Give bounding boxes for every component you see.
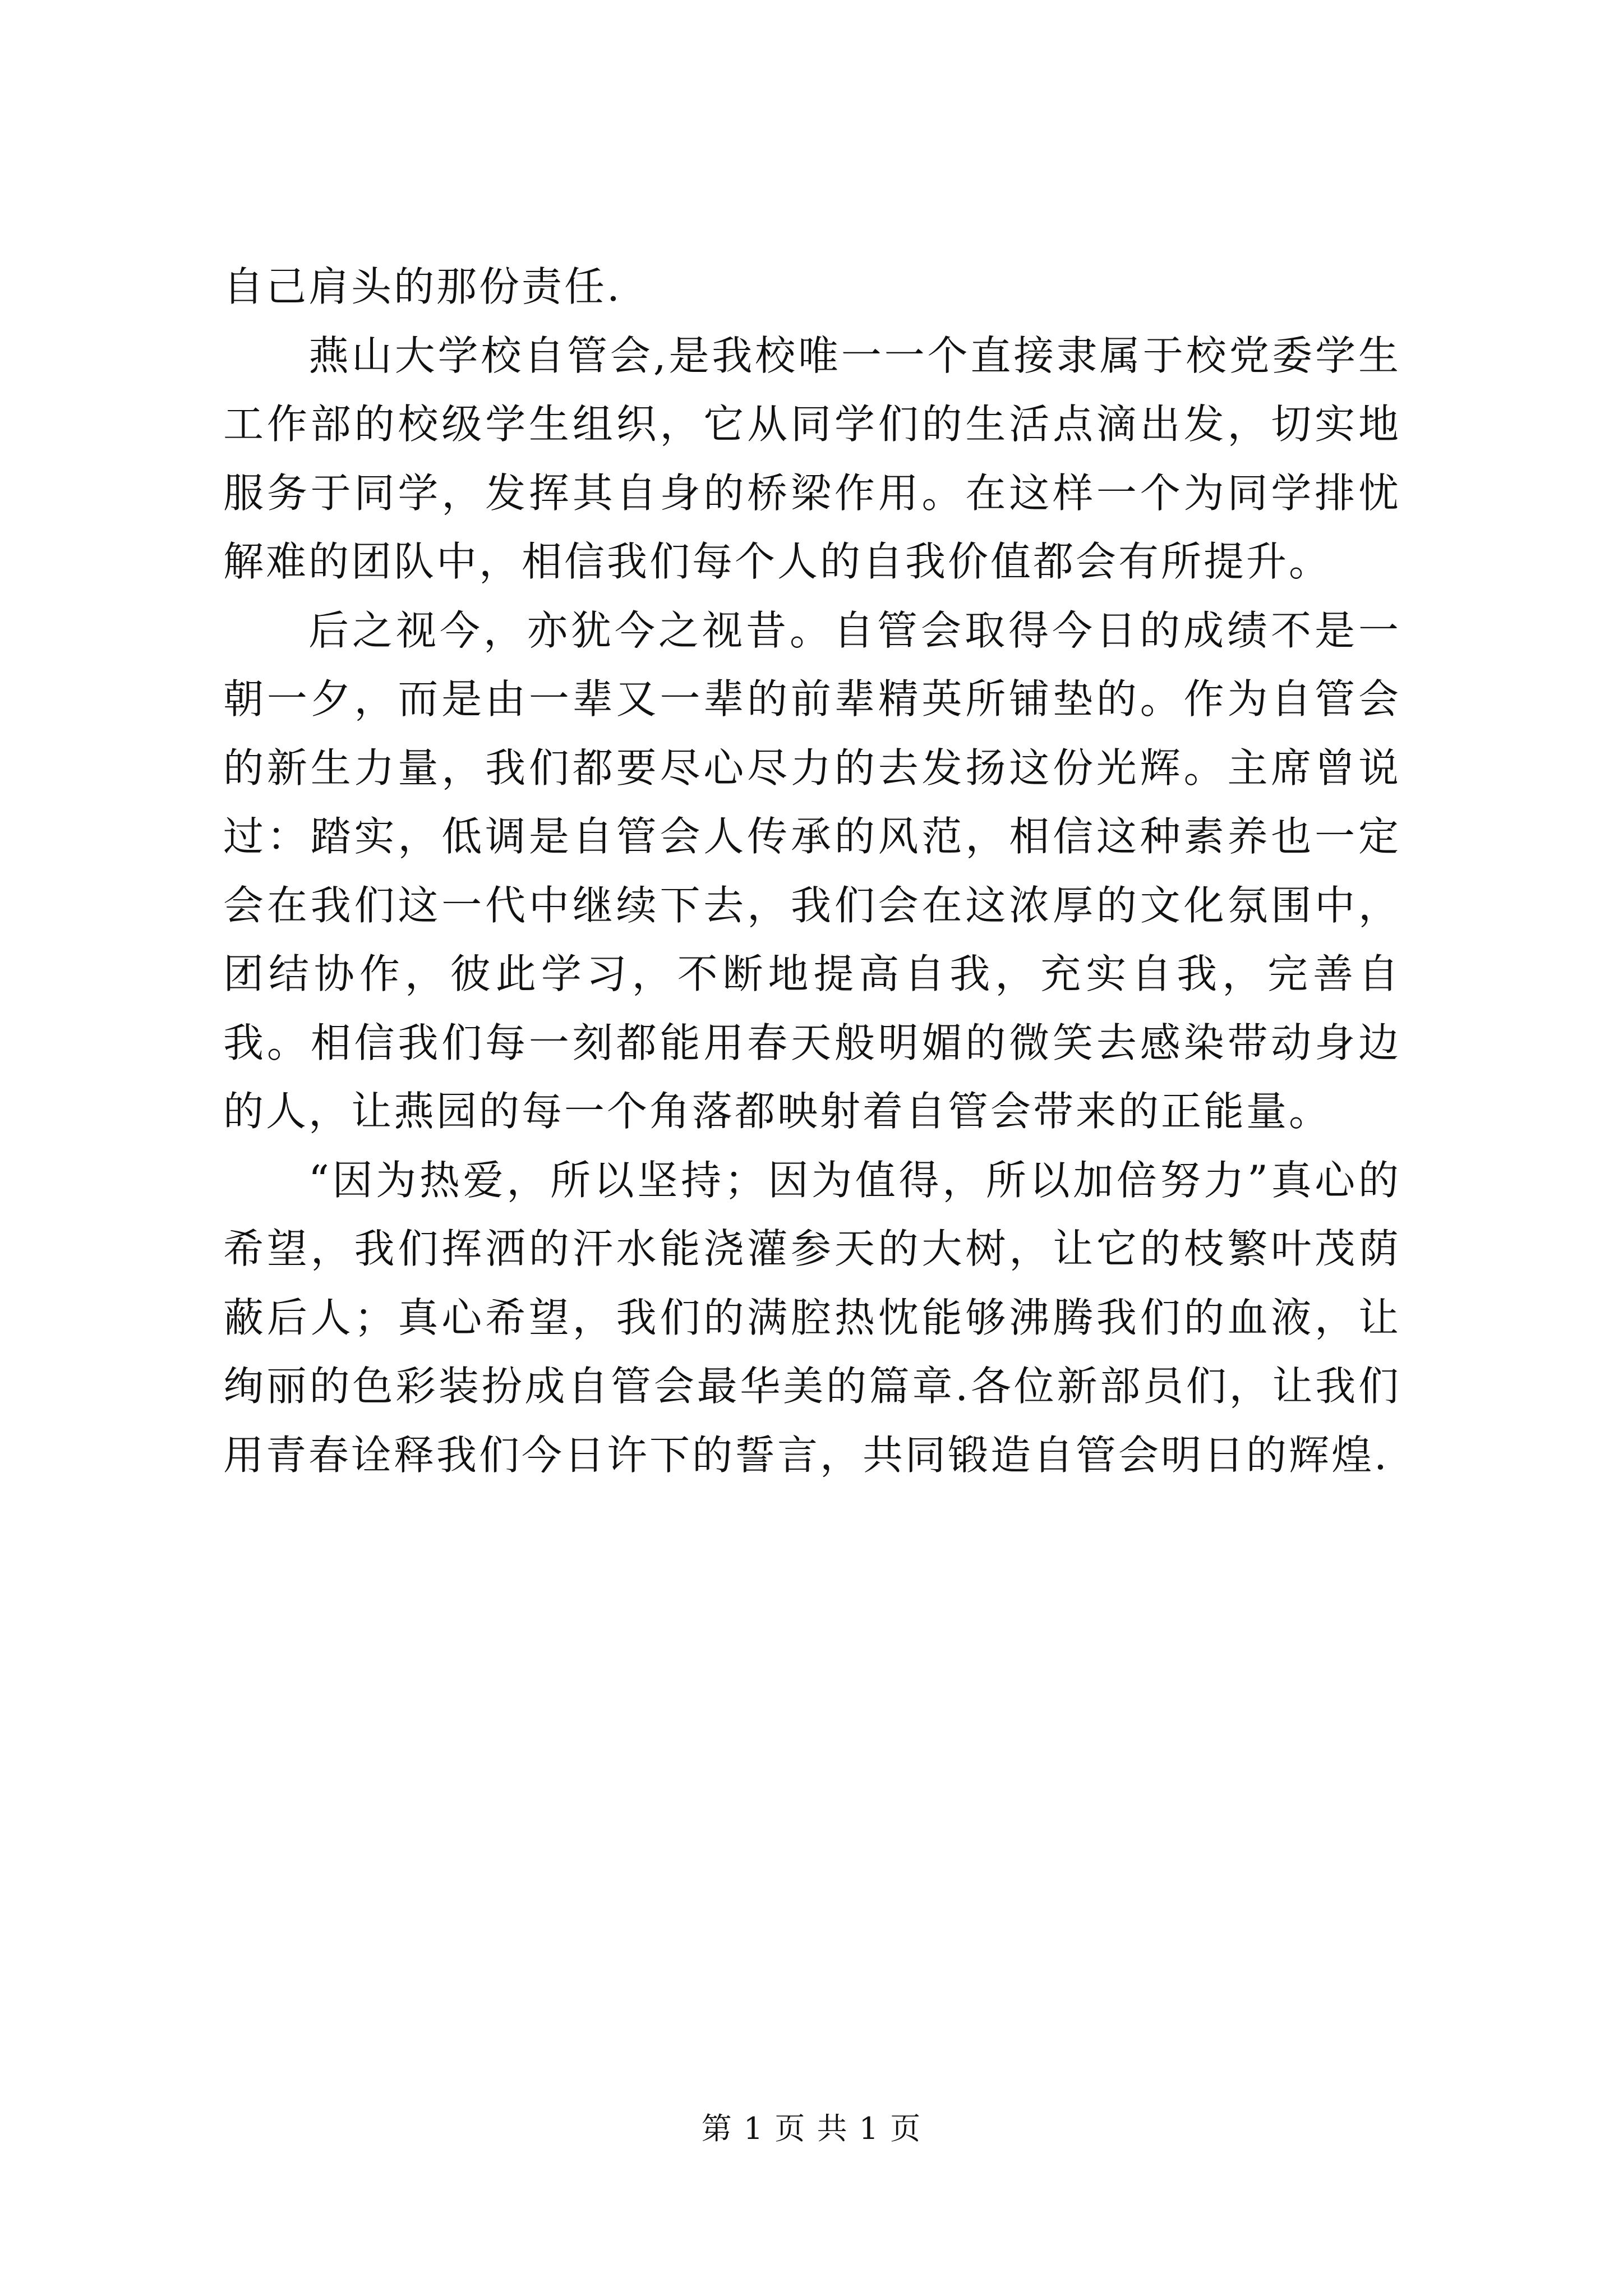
text-line: 燕山大学校自管会,是我校唯一一个直接隶属于校党委学生 bbox=[308, 332, 1401, 379]
paragraph-2 bbox=[223, 321, 1401, 596]
text-line: 的色彩装扮成自管会最华美的篇章.各位新部员们，让我们用青 bbox=[223, 1363, 1401, 1479]
page-number: 第 1 页 共 1 页 bbox=[701, 2111, 922, 2146]
text-line: 这一代中继续下去，我们会在这浓厚的文化氛围中，团结协作， bbox=[223, 881, 1401, 997]
text-line: 工作部的校级学生组织，它从同学们的生活点滴出发，切实地服 bbox=[223, 401, 1401, 517]
page-footer bbox=[0, 2109, 1623, 2148]
text-line: “因为热爱，所以坚持；因为值得，所以加倍努力”真心的 bbox=[308, 1156, 1401, 1204]
text-line: 务于同学，发挥其自身的桥梁作用。在这样一个为同学排忧解难 bbox=[223, 469, 1401, 585]
text-line: 后人；真心希望，我们的满腔热忱能够沸腾我们的血液，让绚丽 bbox=[223, 1294, 1401, 1410]
text-line: 生力量，我们都要尽心尽力的去发扬这份光辉。主席曾说过：踏 bbox=[223, 744, 1401, 860]
body-text bbox=[223, 252, 1401, 1489]
text-line: 后之视今，亦犹今之视昔。自管会取得今日的成绩不是一朝 bbox=[223, 606, 1401, 723]
text-line: 春诠释我们今日许下的誓言，共同锻造自管会明日的辉煌. bbox=[308, 1431, 1389, 1479]
text-line: 一夕，而是由一辈又一辈的前辈精英所铺垫的。作为自管会的新 bbox=[223, 675, 1401, 792]
text-line: 一刻都能用春天般明媚的微笑去感染带动身边的人，让燕园的每 bbox=[223, 1019, 1401, 1135]
paragraph-4 bbox=[223, 1146, 1401, 1490]
text-line: 的团队中，相信我们每个人的自我价值都会有所提升。 bbox=[308, 538, 1332, 585]
paragraph-1 bbox=[223, 252, 1401, 321]
paragraph-3 bbox=[223, 596, 1401, 1146]
text-line: 彼此学习，不断地提高自我，充实自我，完善自我。相信我们每 bbox=[223, 950, 1401, 1066]
text-line: 一个角落都映射着自管会带来的正能量。 bbox=[564, 1088, 1332, 1135]
text-line: 实，低调是自管会人传承的风范，相信这种素养也一定会在我们 bbox=[223, 813, 1401, 929]
text-line: 希望，我们挥洒的汗水能浇灌参天的大树，让它的枝繁叶茂荫蔽 bbox=[223, 1225, 1401, 1341]
text-line: 自己肩头的那份责任. bbox=[223, 263, 622, 310]
